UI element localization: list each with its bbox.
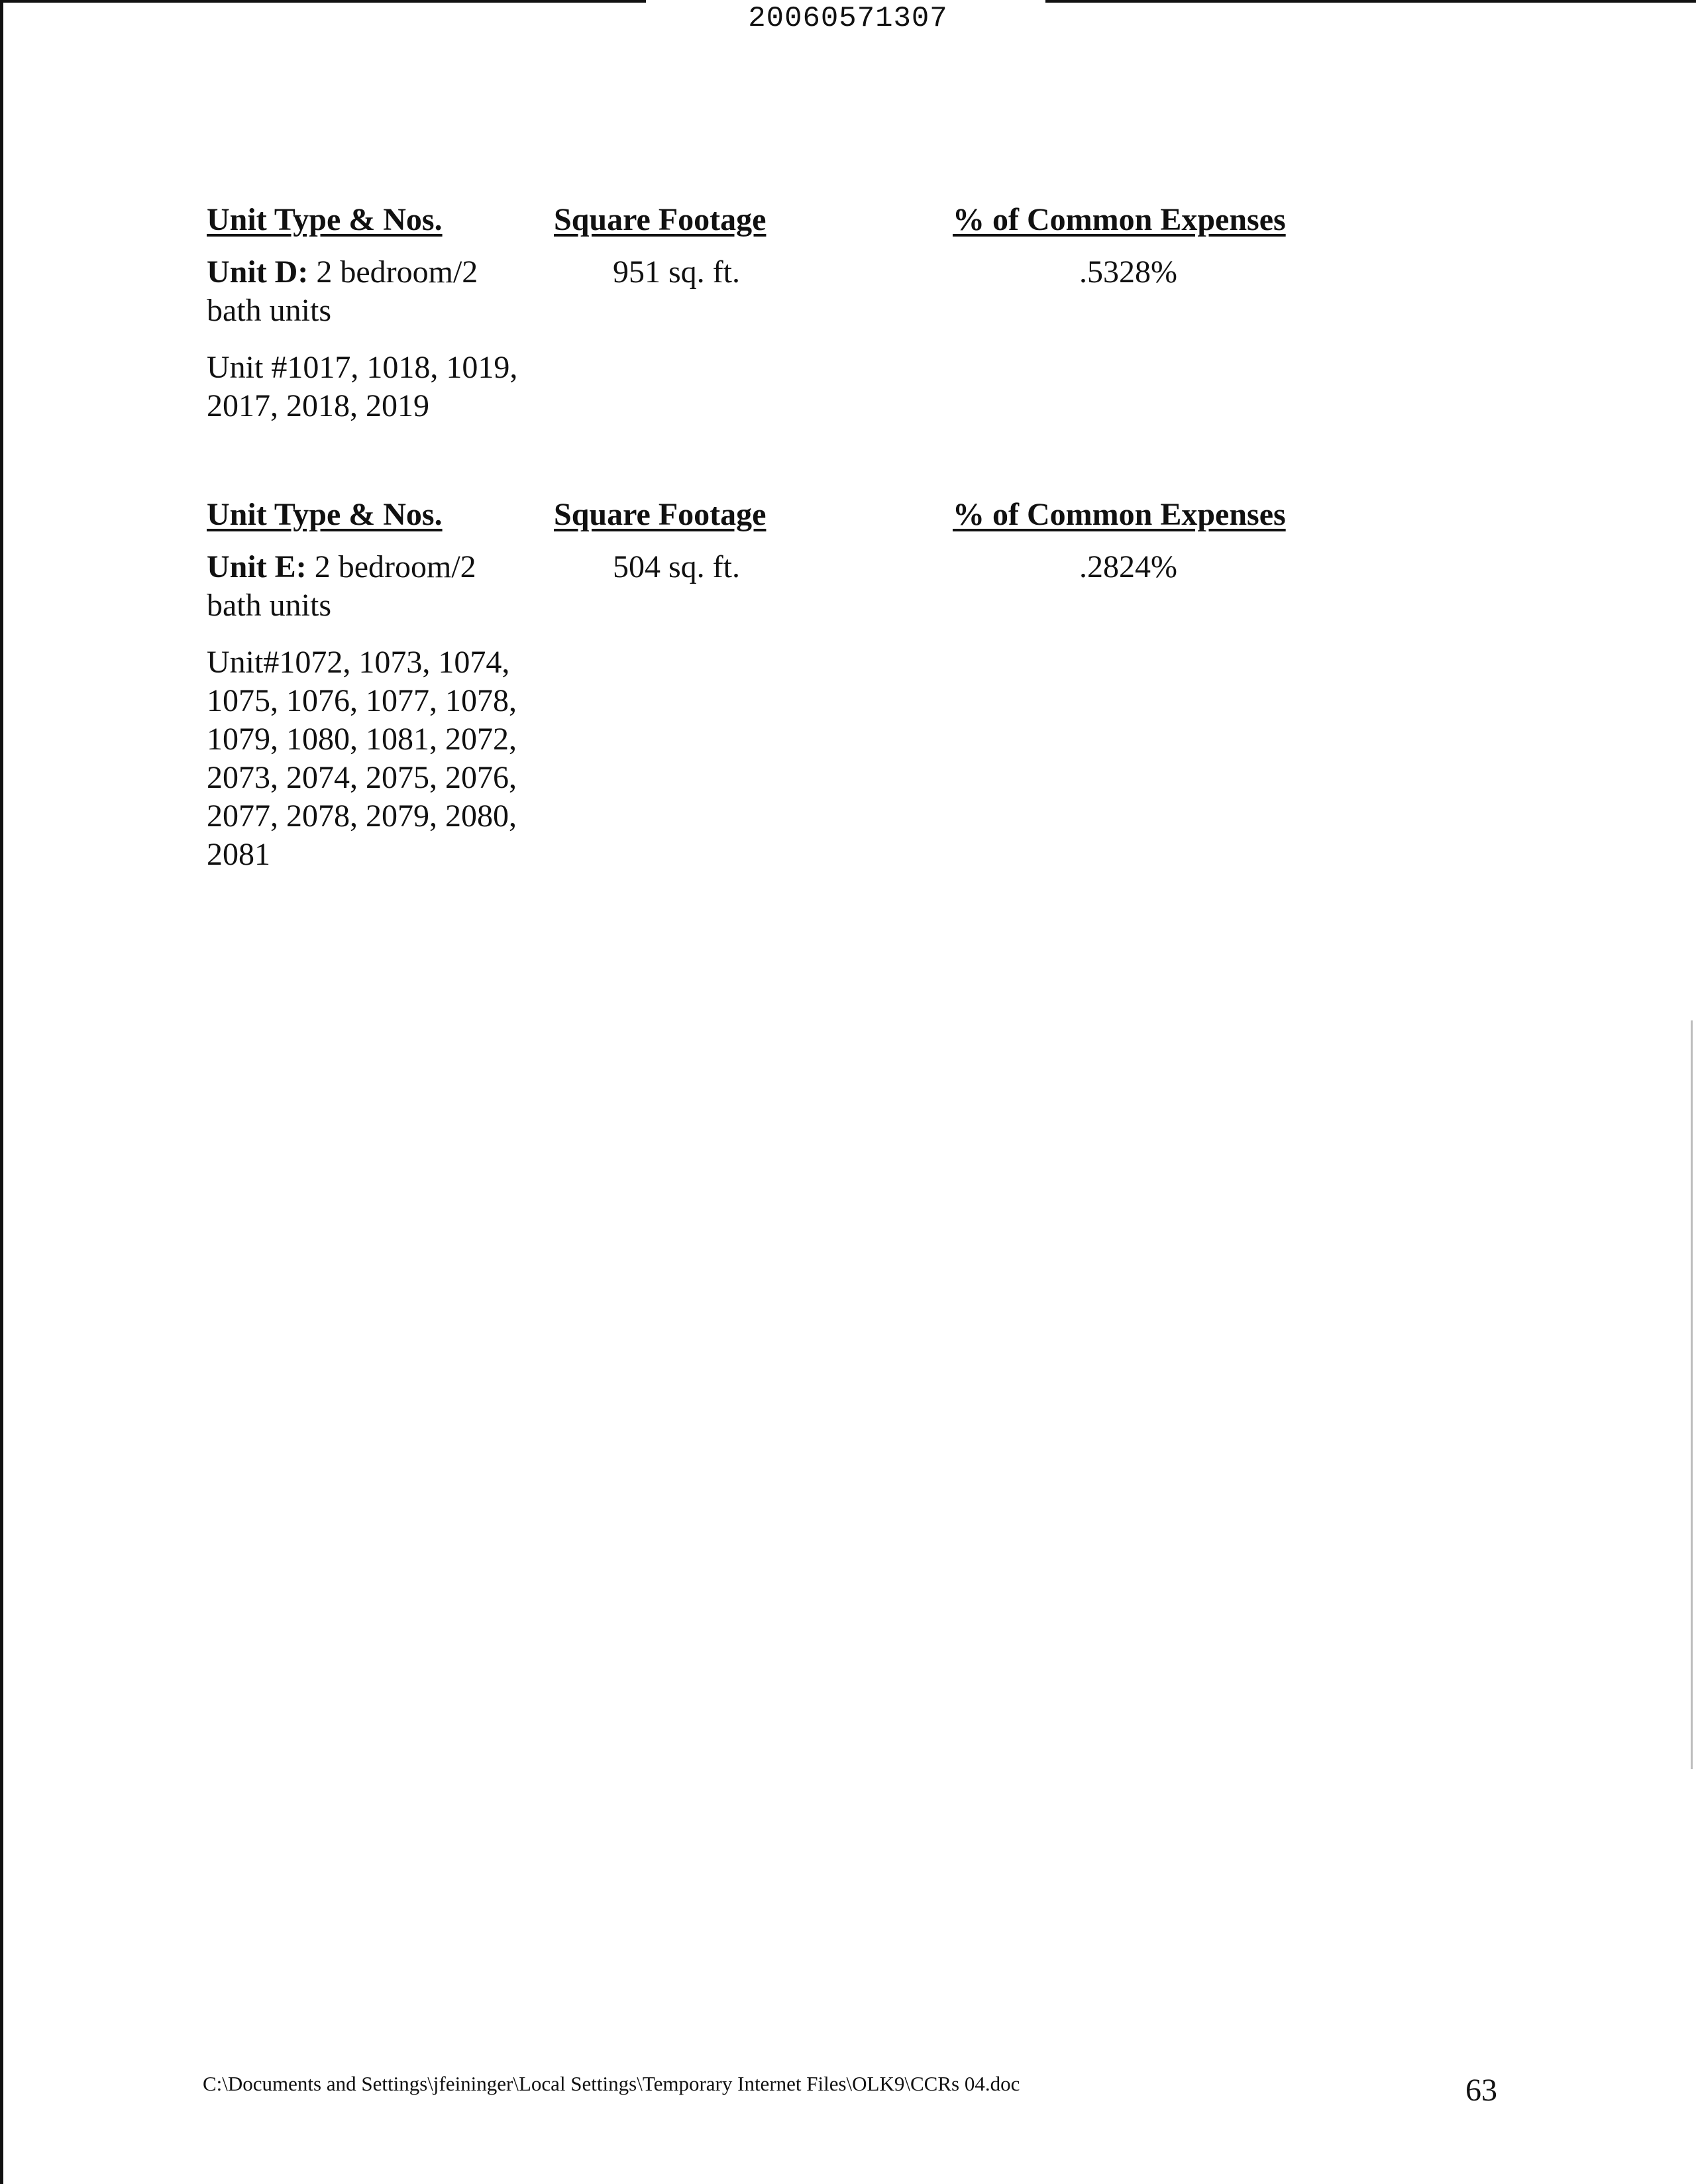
unit-numbers: Unit#1072, 1073, 1074, 1075, 1076, 1077, 1078, 1079, 1080, 1081, 2072, 2073, 2074, 2075, 2076, 2077, 2078, 2079, 2080, 2081 <box>207 645 517 872</box>
scan-right-edge-mark <box>1691 1020 1693 1769</box>
document-number: 20060571307 <box>748 2 948 35</box>
unit-description: 2 bedroom/2 bath units <box>207 549 476 623</box>
unit-numbers: Unit #1017, 1018, 1019, 2017, 2018, 2019 <box>207 350 518 423</box>
square-footage-value: 951 sq. ft. <box>613 254 740 290</box>
square-footage-value: 504 sq. ft. <box>613 549 740 584</box>
unit-type-cell <box>207 253 538 330</box>
header-unit-type: Unit Type & Nos. <box>207 202 443 237</box>
header-square-footage: Square Footage <box>554 202 767 237</box>
common-expenses-value: .2824% <box>1079 549 1177 584</box>
header-common-expenses: % of Common Expenses <box>953 202 1286 237</box>
header-unit-type: Unit Type & Nos. <box>207 497 443 532</box>
header-common-expenses: % of Common Expenses <box>953 497 1286 532</box>
footer-file-path: C:\Documents and Settings\jfeininger\Local Settings\Temporary Internet Files\OLK9\CCRs 04.doc <box>203 2072 1020 2095</box>
page-number: 63 <box>1465 2073 1497 2108</box>
unit-type-cell <box>207 548 538 625</box>
unit-name: Unit E: <box>207 549 307 584</box>
unit-description: 2 bedroom/2 bath units <box>207 254 478 328</box>
unit-name: Unit D: <box>207 254 309 290</box>
scan-left-edge <box>0 0 3 2184</box>
common-expenses-value: .5328% <box>1079 254 1177 290</box>
header-square-footage: Square Footage <box>554 497 767 532</box>
